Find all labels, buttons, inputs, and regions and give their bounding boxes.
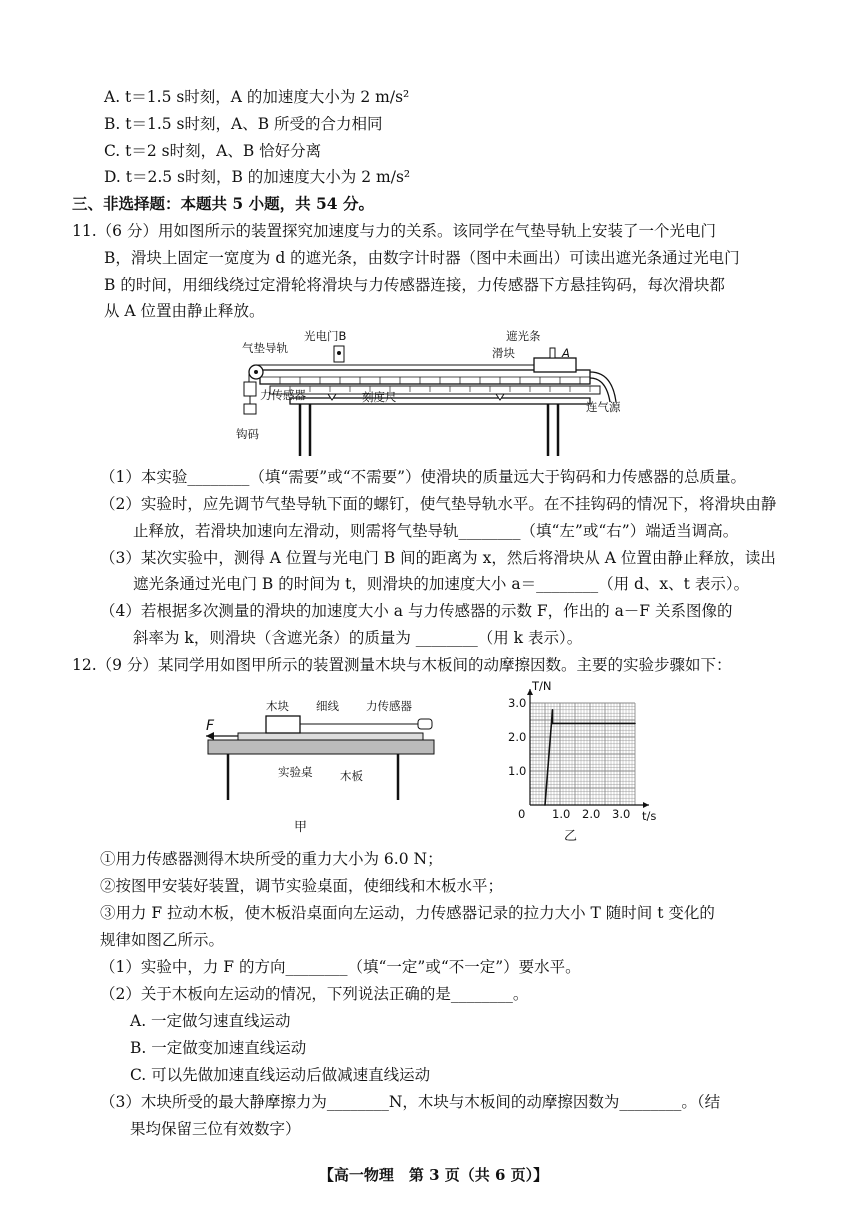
label-ruler: 刻度尺 xyxy=(362,390,397,404)
q11-part-2b: 止释放，若滑块加速向左滑动，则需将气垫导轨________（填“左”或“右”）端适当调高。 xyxy=(133,522,739,540)
label-table: 实验桌 xyxy=(278,765,313,779)
label-sensor: 力传感器 xyxy=(260,388,306,402)
q12-step-3a: ③用力 F 拉动木板，使木板沿桌面向左运动，力传感器记录的拉力大小 T 随时间 t 变化的 xyxy=(100,904,715,922)
q12-step-3b: 规律如图乙所示。 xyxy=(100,931,225,949)
option-c: C. t＝2 s时刻，A、B 恰好分离 xyxy=(104,142,322,160)
label-block: 木块 xyxy=(266,699,289,713)
q11-intro-3: B 的时间，用细线绕过定滑轮将滑块与力传感器连接，力传感器下方悬挂钩码，每次滑块都 xyxy=(104,276,725,294)
page-footer: 【高一物理 第 3 页（共 6 页）】 xyxy=(318,1166,549,1184)
air-track-figure xyxy=(230,318,640,458)
label-air: 连气源 xyxy=(586,400,621,414)
option-b: B. t＝1.5 s时刻，A、B 所受的合力相同 xyxy=(104,115,383,133)
option-a: A. t＝1.5 s时刻，A 的加速度大小为 2 m/s² xyxy=(104,88,410,106)
series-point xyxy=(634,723,636,725)
q12-option-c: C. 可以先做加速直线运动后做减速直线运动 xyxy=(130,1066,431,1084)
label-f: F xyxy=(206,718,215,734)
label-shade: 遮光条 xyxy=(506,329,541,343)
q12-step-1: ①用力传感器测得木块所受的重力大小为 6.0 N； xyxy=(100,850,443,868)
x-tick-label: 1.0 xyxy=(552,807,571,821)
chart-caption: 乙 xyxy=(564,829,578,844)
chart-ylabel: T/N xyxy=(532,680,552,693)
section-title: 三、非选择题：本题共 5 小题，共 54 分。 xyxy=(72,194,374,213)
series-point xyxy=(544,804,546,806)
q12-part-3a: （3）木块所受的最大静摩擦力为________N，木块与木板间的动摩擦因数为________。（结 xyxy=(100,1093,721,1111)
q12-option-a: A. 一定做匀速直线运动 xyxy=(130,1012,291,1030)
option-d: D. t＝2.5 s时刻，B 的加速度大小为 2 m/s² xyxy=(104,168,411,186)
x-axis-arrow xyxy=(643,802,649,808)
label-rail: 气垫导轨 xyxy=(242,341,288,355)
q12-step-2: ②按图甲安装好装置，调节实验桌面，使细线和木板水平； xyxy=(100,877,504,895)
q11-intro-4: 从 A 位置由静止释放。 xyxy=(104,302,265,320)
q11-part-4b: 斜率为 k，则滑块（含遮光条）的质量为 ________（用 k 表示）。 xyxy=(133,629,583,647)
q12-part-1: （1）实验中，力 F 的方向________（填“一定”或“不一定”）要水平。 xyxy=(100,958,581,976)
q11-part-4a: （4）若根据多次测量的滑块的加速度大小 a 与力传感器的示数 F，作出的 a－F 关系图像的 xyxy=(100,602,733,620)
q12-option-b: B. 一定做变加速直线运动 xyxy=(130,1039,307,1057)
caption-jia: 甲 xyxy=(294,820,308,835)
q11-part-3a: （3）某次实验中，测得 A 位置与光电门 B 间的距离为 x，然后将滑块从 A 位置由静止释放，读出 xyxy=(100,549,776,567)
q11-part-1: （1）本实验________（填“需要”或“不需要”）使滑块的质量远大于钩码和力传感器的总质量。 xyxy=(100,468,747,486)
label-slider: 滑块 xyxy=(492,346,515,360)
q12-part-2: （2）关于木板向左运动的情况，下列说法正确的是________。 xyxy=(100,985,529,1003)
x-tick-label: 0 xyxy=(518,807,526,821)
chart-xlabel: t/s xyxy=(642,809,657,823)
series-point xyxy=(552,709,554,711)
label-board: 木板 xyxy=(340,769,363,783)
q11-intro-2: B，滑块上固定一宽度为 d 的遮光条，由数字计时器（图中未画出）可读出遮光条通过光电门 xyxy=(104,249,740,267)
tension-time-chart xyxy=(492,680,667,845)
y-tick-label: 3.0 xyxy=(508,696,527,710)
label-sensor: 力传感器 xyxy=(366,699,412,713)
q12-intro: 12.（9 分）某同学用如图甲所示的装置测量木块与木板间的动摩擦因数。主要的实验步骤如下： xyxy=(72,656,732,674)
q12-part-3b: 果均保留三位有效数字） xyxy=(130,1120,301,1138)
label-string: 细线 xyxy=(316,699,339,713)
q11-part-3b: 遮光条通过光电门 B 的时间为 t，则滑块的加速度大小 a＝________（用 d、x、t 表示）。 xyxy=(133,575,750,593)
x-tick-label: 2.0 xyxy=(582,807,601,821)
y-tick-label: 2.0 xyxy=(508,730,527,744)
label-weight: 钩码 xyxy=(236,427,259,441)
label-a: A xyxy=(562,346,570,360)
label-gate: 光电门B xyxy=(304,329,347,343)
q11-part-2a: （2）实验时，应先调节气垫导轨下面的螺钉，使气垫导轨水平。在不挂钩码的情况下，将滑块由静 xyxy=(100,495,777,513)
friction-apparatus-figure xyxy=(198,688,448,838)
q11-intro-1: 11.（6 分）用如图所示的装置探究加速度与力的关系。该同学在气垫导轨上安装了一个光电门 xyxy=(72,222,716,240)
x-tick-label: 3.0 xyxy=(612,807,631,821)
series-point xyxy=(552,723,554,725)
y-tick-label: 1.0 xyxy=(508,764,527,778)
